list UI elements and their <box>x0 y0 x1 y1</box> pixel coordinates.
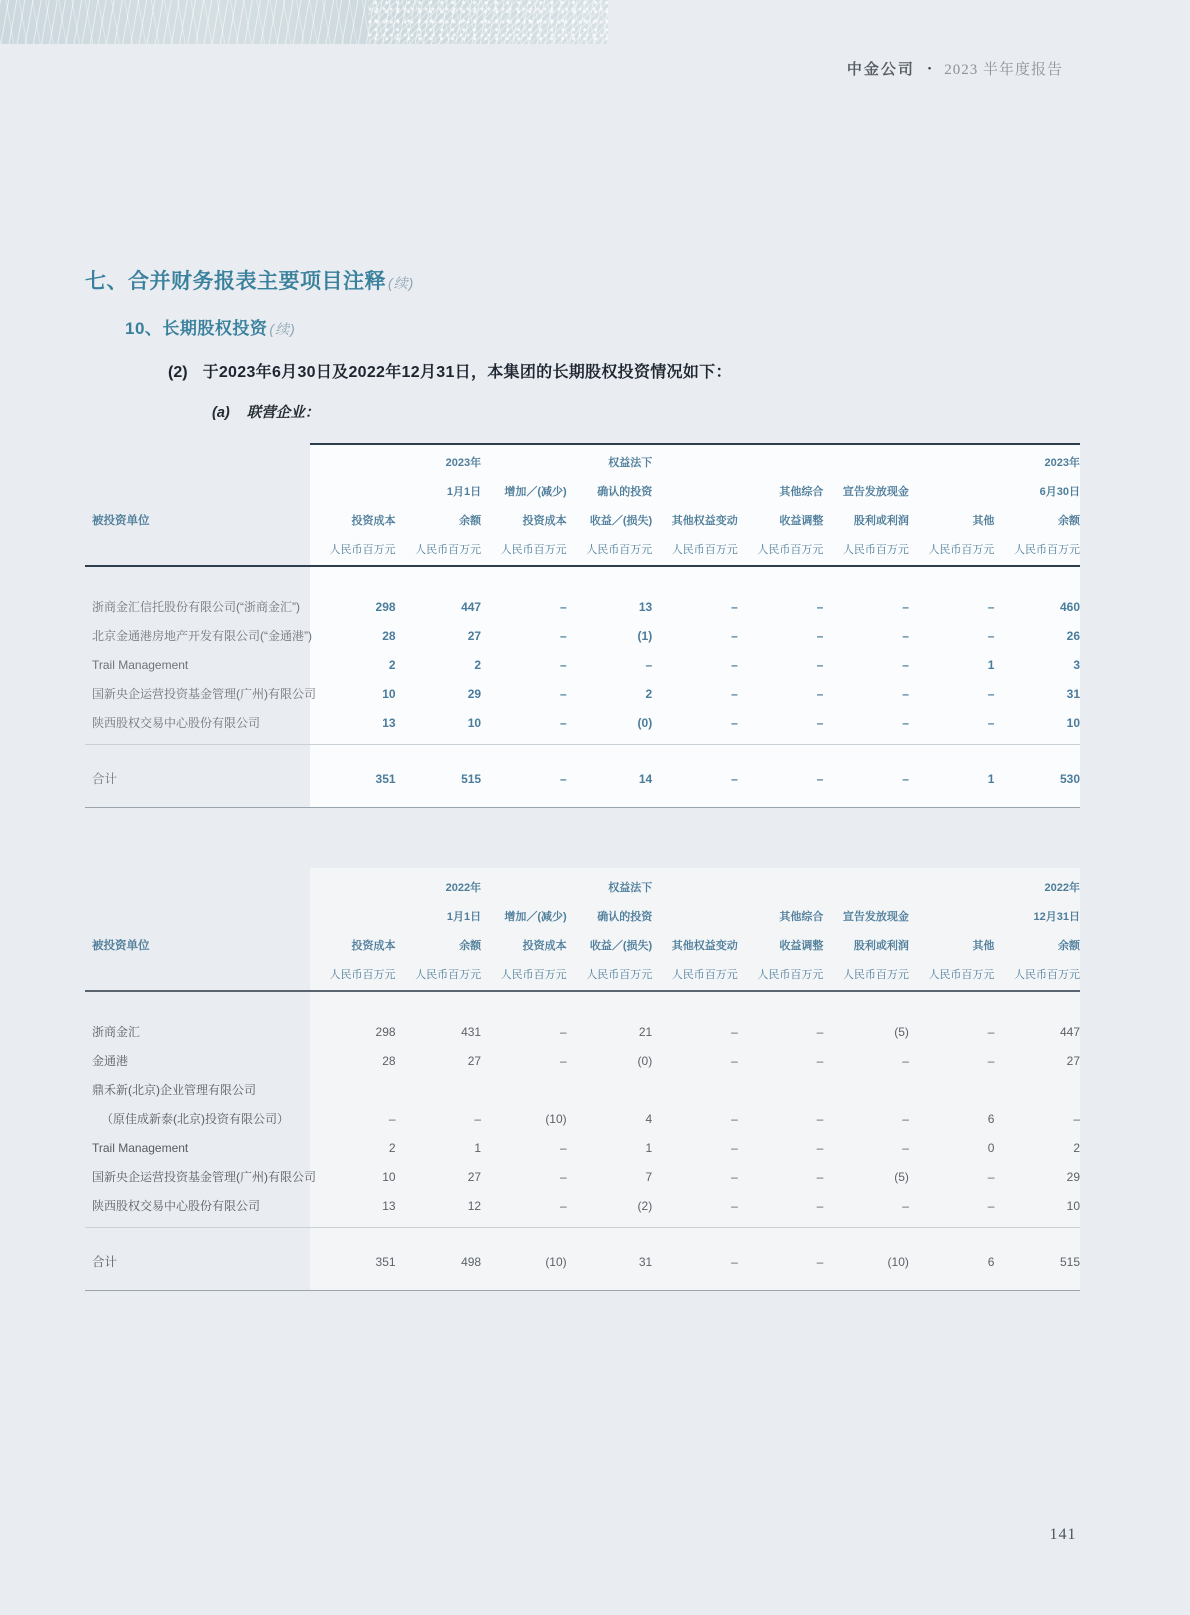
cell-value: – <box>987 600 995 614</box>
cell-value: 1 <box>474 1141 482 1155</box>
cell-value: 2 <box>474 658 482 672</box>
column-header: 确认的投资 <box>597 911 653 923</box>
item-2a-caption <box>212 401 319 422</box>
row-label: 北京金通港房地产开发有限公司(“金通港”) <box>92 629 312 643</box>
total-value: (10) <box>545 1255 567 1269</box>
cell-value: 26 <box>1066 629 1080 643</box>
table-row <box>85 1047 1080 1076</box>
column-unit: 人民币百万元 <box>415 969 482 981</box>
item-text: 于2023年6月30日及2022年12月31日，本集团的长期股权投资情况如下： <box>202 364 732 381</box>
item-2-paragraph <box>168 359 732 382</box>
column-header <box>909 903 995 932</box>
total-label: 合计 <box>92 1255 118 1269</box>
cell-value: 431 <box>461 1025 482 1039</box>
cell-value: – <box>816 1025 824 1039</box>
column-header <box>310 874 396 903</box>
row-label: Trail Management <box>92 658 189 672</box>
cell-value: – <box>816 629 824 643</box>
row-label: 金通港 <box>92 1054 129 1068</box>
cell-value: 3 <box>1073 658 1080 672</box>
column-header: 投资成本 <box>522 940 567 952</box>
column-header <box>823 874 909 903</box>
cell-value: 27 <box>467 1170 482 1184</box>
cell-value: – <box>902 1054 909 1068</box>
total-value: 515 <box>461 772 482 786</box>
cell-value: – <box>559 1025 567 1039</box>
continued-mark: (续) <box>388 275 415 291</box>
column-unit: 人民币百万元 <box>329 969 396 981</box>
column-unit: 人民币百万元 <box>842 969 909 981</box>
total-value: (10) <box>887 1255 909 1269</box>
total-value: – <box>731 1255 738 1269</box>
column-header: 其他综合 <box>779 486 824 498</box>
column-header <box>481 449 567 478</box>
header-spacer <box>85 449 310 478</box>
column-header: 股利或利润 <box>853 515 909 527</box>
column-header <box>310 449 396 478</box>
row-label: 浙商金汇信托股份有限公司(“浙商金汇”) <box>92 600 300 614</box>
header-spacer <box>85 874 310 903</box>
total-value: – <box>816 772 824 786</box>
column-header: 余额 <box>1058 940 1080 952</box>
column-header <box>652 903 738 932</box>
cell-value: – <box>987 1170 995 1184</box>
cell-value: 21 <box>638 1025 653 1039</box>
table-row <box>85 622 1080 651</box>
cell-value: – <box>559 716 567 730</box>
column-unit: 人民币百万元 <box>671 969 738 981</box>
cell-value: – <box>902 1112 909 1126</box>
continued-mark: (续) <box>269 321 296 337</box>
cell-value: – <box>731 600 738 614</box>
table-header <box>85 868 1080 990</box>
cell-value: – <box>731 629 738 643</box>
table-body <box>85 593 1080 738</box>
table-row <box>85 1105 1080 1134</box>
column-unit: 人民币百万元 <box>500 544 567 556</box>
cell-value: – <box>987 716 995 730</box>
cell-value: – <box>816 1199 824 1213</box>
cell-value: 2 <box>388 658 396 672</box>
cell-value: 0 <box>987 1141 995 1155</box>
cell-value: 10 <box>382 1170 396 1184</box>
column-header <box>652 478 738 507</box>
column-unit: 人民币百万元 <box>842 544 909 556</box>
cell-value: 29 <box>467 687 482 701</box>
table-row <box>85 680 1080 709</box>
column-header: 1月1日 <box>446 486 482 498</box>
cell-value: 28 <box>382 1054 396 1068</box>
column-unit: 人民币百万元 <box>586 969 653 981</box>
cell-value: – <box>902 629 909 643</box>
cell-value: – <box>388 1112 396 1126</box>
cell-value: (2) <box>637 1199 653 1213</box>
cell-value: – <box>559 629 567 643</box>
cell-value: – <box>731 1054 738 1068</box>
column-header: 宣告发放现金 <box>842 911 909 923</box>
column-header: 股利或利润 <box>853 940 909 952</box>
total-value: 515 <box>1059 1255 1080 1269</box>
column-header: 投资成本 <box>522 515 567 527</box>
cell-value <box>310 1076 396 1105</box>
cell-value: 298 <box>375 600 396 614</box>
column-header <box>823 449 909 478</box>
cell-value: – <box>816 1054 824 1068</box>
total-value: – <box>731 772 738 786</box>
table-row <box>85 1076 1080 1105</box>
cell-value: 4 <box>645 1112 653 1126</box>
table-total <box>85 1248 1080 1277</box>
column-header: 增加／(减少) <box>504 486 567 498</box>
header-spacer <box>85 478 310 507</box>
total-value: 351 <box>375 1255 396 1269</box>
table-bottom-border <box>85 1290 1080 1291</box>
column-header: 宣告发放现金 <box>842 486 909 498</box>
cell-value: – <box>816 1112 824 1126</box>
total-value: 530 <box>1059 772 1080 786</box>
table-total <box>85 765 1080 794</box>
cell-value: – <box>645 658 653 672</box>
cell-value: 6 <box>987 1112 995 1126</box>
cell-value: (5) <box>894 1025 909 1039</box>
total-value: 498 <box>461 1255 482 1269</box>
decorative-top-band <box>0 0 608 44</box>
table-row <box>85 651 1080 680</box>
label-column-header: 被投资单位 <box>92 940 150 952</box>
header-spacer <box>85 903 310 932</box>
total-label: 合计 <box>92 772 118 786</box>
header-line <box>85 903 1080 932</box>
subsection-heading <box>125 314 296 339</box>
cell-value: – <box>731 1199 738 1213</box>
subsection-heading-text: 10、长期股权投资 <box>125 319 268 338</box>
total-row <box>85 765 1080 794</box>
total-value: – <box>559 772 567 786</box>
column-unit: 人民币百万元 <box>500 969 567 981</box>
row-label: （原佳成新泰(北京)投资有限公司） <box>101 1112 289 1126</box>
column-header: 2022年 <box>445 882 482 894</box>
cell-value: – <box>816 658 824 672</box>
cell-value: 13 <box>382 1199 396 1213</box>
header-spacer <box>85 961 310 990</box>
column-header: 余额 <box>459 515 482 527</box>
total-value: – <box>902 772 909 786</box>
cell-value: 447 <box>461 600 482 614</box>
column-header <box>652 874 738 903</box>
cell-value: 10 <box>467 716 482 730</box>
column-header: 12月31日 <box>1033 911 1080 923</box>
cell-value: – <box>987 687 995 701</box>
cell-value: – <box>559 687 567 701</box>
cell-value: – <box>731 658 738 672</box>
table-row <box>85 1192 1080 1221</box>
cell-value: – <box>902 1141 909 1155</box>
total-row <box>85 1248 1080 1277</box>
cell-value: – <box>902 716 909 730</box>
column-unit: 人民币百万元 <box>415 544 482 556</box>
column-unit: 人民币百万元 <box>757 969 824 981</box>
cell-value: – <box>902 658 909 672</box>
total-value: 14 <box>638 772 653 786</box>
table-row <box>85 593 1080 622</box>
section-heading <box>85 265 414 295</box>
cell-value: – <box>474 1112 482 1126</box>
table-body <box>85 1018 1080 1221</box>
column-unit: 人民币百万元 <box>757 544 824 556</box>
column-header: 收益／(损失) <box>589 515 653 527</box>
table-row <box>85 1018 1080 1047</box>
cell-value: – <box>731 1141 738 1155</box>
column-header: 6月30日 <box>1039 486 1080 498</box>
column-header: 余额 <box>1058 515 1080 527</box>
cell-value: – <box>731 716 738 730</box>
cell-value: – <box>902 1199 909 1213</box>
associates-table-2022 <box>85 868 1080 1291</box>
cell-value: 2 <box>1073 1141 1080 1155</box>
column-header <box>909 874 995 903</box>
cell-value: – <box>559 658 567 672</box>
cell-value: – <box>902 600 909 614</box>
cell-value <box>652 1076 738 1105</box>
cell-value: 31 <box>1066 687 1080 701</box>
column-header <box>481 874 567 903</box>
header-line <box>85 932 1080 961</box>
cell-value: 2 <box>645 687 653 701</box>
cell-value: 1 <box>987 658 995 672</box>
associates-table-2023 <box>85 443 1080 808</box>
cell-value: 13 <box>382 716 396 730</box>
bullet-separator: • <box>927 63 932 75</box>
report-title: 2023 半年度报告 <box>944 62 1063 78</box>
cell-value: (0) <box>637 716 653 730</box>
row-label: 陕西股权交易中心股份有限公司 <box>92 1199 261 1213</box>
column-header <box>909 478 995 507</box>
cell-value: – <box>987 1054 995 1068</box>
cell-value: 29 <box>1066 1170 1080 1184</box>
column-header <box>738 874 824 903</box>
table-header <box>85 443 1080 565</box>
column-header: 其他综合 <box>779 911 824 923</box>
column-header: 其他 <box>972 940 995 952</box>
column-header: 其他 <box>972 515 995 527</box>
cell-value: 10 <box>1066 1199 1080 1213</box>
column-header: 确认的投资 <box>597 486 653 498</box>
cell-value: – <box>559 1199 567 1213</box>
cell-value: 447 <box>1059 1025 1080 1039</box>
section-heading-text: 七、合并财务报表主要项目注释 <box>85 270 386 293</box>
sub-item-letter: (a) <box>212 405 230 421</box>
header-line <box>85 874 1080 903</box>
column-header: 权益法下 <box>608 457 653 469</box>
column-header <box>909 449 995 478</box>
cell-value: – <box>816 1141 824 1155</box>
column-unit: 人民币百万元 <box>1014 544 1080 556</box>
cell-value: – <box>816 687 824 701</box>
cell-value <box>481 1076 567 1105</box>
column-unit: 人民币百万元 <box>928 969 995 981</box>
label-column-header: 被投资单位 <box>92 515 150 527</box>
cell-value: (1) <box>637 629 653 643</box>
cell-value: – <box>902 687 909 701</box>
column-header: 其他权益变动 <box>671 940 738 952</box>
cell-value: 27 <box>1066 1054 1080 1068</box>
total-value: – <box>816 1255 824 1269</box>
header-line <box>85 449 1080 478</box>
cell-value: 12 <box>467 1199 482 1213</box>
cell-value: (5) <box>894 1170 909 1184</box>
item-number: (2) <box>168 364 188 381</box>
column-header: 增加／(减少) <box>504 911 567 923</box>
row-label: 浙商金汇 <box>92 1025 141 1039</box>
column-header <box>310 903 396 932</box>
column-header: 其他权益变动 <box>671 515 738 527</box>
cell-value: 2 <box>388 1141 396 1155</box>
cell-value: 1 <box>645 1141 653 1155</box>
column-unit: 人民币百万元 <box>928 544 995 556</box>
table-row <box>85 709 1080 738</box>
cell-value: – <box>987 1199 995 1213</box>
running-header <box>0 58 1063 79</box>
header-unit-line <box>85 536 1080 565</box>
page-number: 141 <box>1049 1526 1077 1543</box>
total-value: 351 <box>375 772 396 786</box>
sub-item-text: 联营企业： <box>246 405 320 421</box>
row-label: 国新央企运营投资基金管理(广州)有限公司 <box>92 687 316 701</box>
total-value: 31 <box>638 1255 653 1269</box>
cell-value: – <box>1073 1112 1080 1126</box>
cell-value <box>823 1076 909 1105</box>
header-line <box>85 478 1080 507</box>
column-header <box>738 449 824 478</box>
header-unit-line <box>85 961 1080 990</box>
total-value: 6 <box>987 1255 995 1269</box>
column-header <box>652 449 738 478</box>
column-unit: 人民币百万元 <box>671 544 738 556</box>
cell-value: 298 <box>375 1025 396 1039</box>
cell-value: – <box>816 600 824 614</box>
cell-value: – <box>559 1170 567 1184</box>
cell-value: 27 <box>467 629 482 643</box>
column-header: 权益法下 <box>608 882 653 894</box>
column-header: 投资成本 <box>351 940 396 952</box>
cell-value: 10 <box>1066 716 1080 730</box>
table-row <box>85 1163 1080 1192</box>
column-header: 收益调整 <box>779 515 824 527</box>
header-line <box>85 507 1080 536</box>
row-label: 国新央企运营投资基金管理(广州)有限公司 <box>92 1170 316 1184</box>
table-bottom-border <box>85 807 1080 808</box>
column-header: 投资成本 <box>351 515 396 527</box>
cell-value <box>396 1076 482 1105</box>
cell-value: – <box>731 1025 738 1039</box>
row-label: 陕西股权交易中心股份有限公司 <box>92 716 261 730</box>
table-row <box>85 1134 1080 1163</box>
column-unit: 人民币百万元 <box>329 544 396 556</box>
cell-value <box>738 1076 824 1105</box>
cell-value: – <box>816 716 824 730</box>
cell-value: – <box>987 629 995 643</box>
column-header: 余额 <box>459 940 482 952</box>
cell-value: 13 <box>638 600 653 614</box>
cell-value: – <box>731 687 738 701</box>
cell-value: – <box>987 1025 995 1039</box>
column-header: 收益／(损失) <box>589 940 653 952</box>
column-header: 2023年 <box>445 457 482 469</box>
cell-value: (0) <box>637 1054 653 1068</box>
cell-value <box>994 1076 1080 1105</box>
row-label: Trail Management <box>92 1141 189 1155</box>
cell-value: 10 <box>382 687 396 701</box>
cell-value: – <box>559 600 567 614</box>
column-unit: 人民币百万元 <box>586 544 653 556</box>
total-value: 1 <box>987 772 995 786</box>
column-header <box>310 478 396 507</box>
cell-value: (10) <box>545 1112 567 1126</box>
column-header: 2022年 <box>1044 882 1080 894</box>
cell-value: 460 <box>1059 600 1080 614</box>
cell-value: – <box>816 1170 824 1184</box>
cell-value: 7 <box>645 1170 653 1184</box>
row-label: 鼎禾新(北京)企业管理有限公司 <box>92 1083 256 1097</box>
column-header: 2023年 <box>1044 457 1080 469</box>
cell-value: 27 <box>467 1054 482 1068</box>
cell-value: – <box>731 1112 738 1126</box>
column-header: 1月1日 <box>446 911 482 923</box>
cell-value: – <box>559 1054 567 1068</box>
column-header: 收益调整 <box>779 940 824 952</box>
cell-value: 28 <box>382 629 396 643</box>
header-spacer <box>85 536 310 565</box>
company-name: 中金公司 <box>846 62 915 78</box>
cell-value: – <box>559 1141 567 1155</box>
cell-value <box>567 1076 653 1105</box>
column-unit: 人民币百万元 <box>1014 969 1080 981</box>
cell-value: – <box>731 1170 738 1184</box>
cell-value <box>909 1076 995 1105</box>
